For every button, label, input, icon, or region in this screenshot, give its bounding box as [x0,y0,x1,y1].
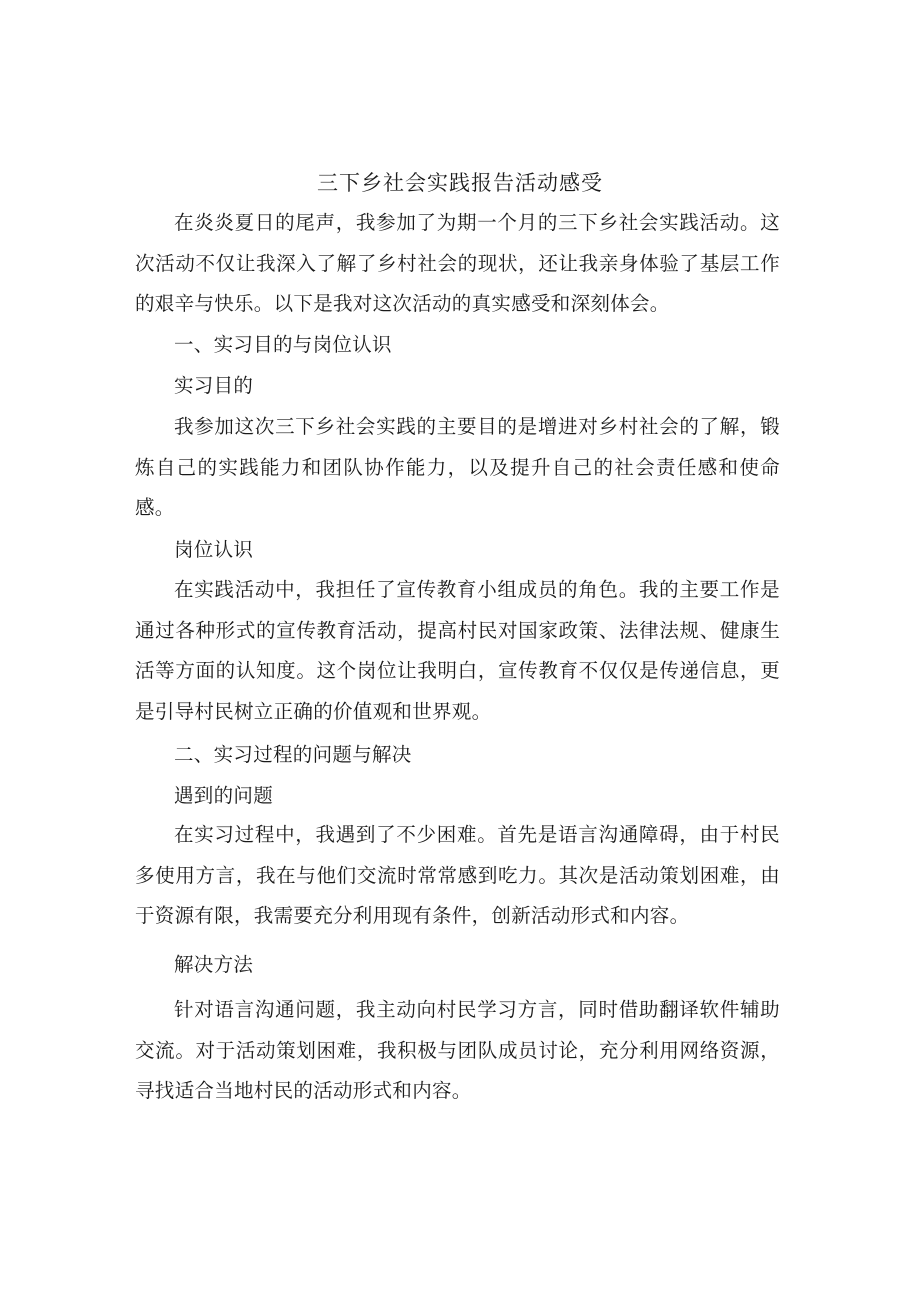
purpose-paragraph: 我参加这次三下乡社会实践的主要目的是增进对乡村社会的了解，锻炼自己的实践能力和团队协作能力，以及提升自己的社会责任感和使命感。 [135,415,780,519]
section-2-heading: 二、实习过程的问题与解决 [174,743,412,766]
problems-paragraph: 在实习过程中，我遇到了不少困难。首先是语言沟通障碍，由于村民多使用方言，我在与他们交流时常常感到吃力。其次是活动策划困难，由于资源有限，我需要充分利用现有条件，创新活动形式和内容。 [135,823,780,927]
section-1-heading: 一、实习目的与岗位认识 [174,333,392,356]
problems-subheading: 遇到的问题 [174,784,274,807]
solutions-subheading: 解决方法 [174,953,254,976]
purpose-subheading: 实习目的 [174,374,254,397]
solutions-paragraph: 针对语言沟通问题，我主动向村民学习方言，同时借助翻译软件辅助交流。对于活动策划困难，我积极与团队成员讨论，充分利用网络资源，寻找适合当地村民的活动形式和内容。 [135,998,780,1102]
document-title: 三下乡社会实践报告活动感受 [317,171,603,195]
role-paragraph: 在实践活动中，我担任了宣传教育小组成员的角色。我的主要工作是通过各种形式的宣传教育活动，提高村民对国家政策、法律法规、健康生活等方面的认知度。这个岗位让我明白，宣传教育不仅仅是传递信息，更是引导村民树立正确的价值观和世界观。 [135,578,780,723]
role-subheading: 岗位认识 [174,538,254,561]
intro-paragraph: 在炎炎夏日的尾声，我参加了为期一个月的三下乡社会实践活动。这次活动不仅让我深入了解了乡村社会的现状，还让我亲身体验了基层工作的艰辛与快乐。以下是我对这次活动的真实感受和深刻体会。 [135,211,780,315]
